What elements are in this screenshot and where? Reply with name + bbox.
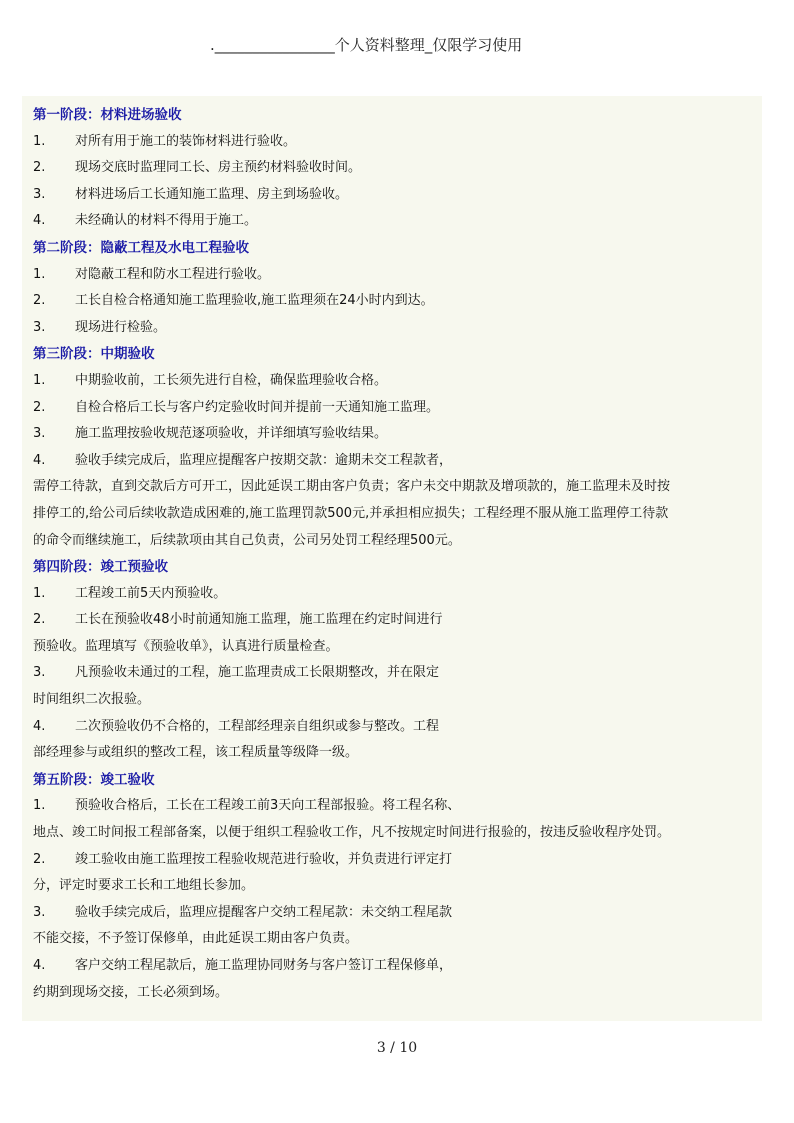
item-text: 工程竣工前5天内预验收。 — [75, 585, 227, 601]
item-number: 4. — [33, 718, 46, 734]
item-number: 2. — [33, 399, 46, 415]
page-header: .________________个人资料整理_仅限学习使用 — [210, 36, 523, 54]
item-number: 1. — [33, 798, 46, 814]
list-item — [22, 368, 762, 395]
item-number: 2. — [33, 160, 46, 176]
list-item — [22, 793, 762, 820]
document-body — [22, 96, 762, 1021]
item-text: 对隐蔽工程和防水工程进行验收。 — [75, 266, 271, 282]
list-item — [22, 182, 762, 209]
item-continuation: 排停工的,给公司后续收款造成困难的,施工监理罚款500元,并承担相应损失；工程经理不服从施工监理停工待款 — [33, 505, 669, 521]
stage-section — [22, 235, 762, 341]
list-item — [22, 129, 762, 156]
item-number: 1. — [33, 133, 46, 149]
item-text: 施工监理按验收规范逐项验收，并详细填写验收结果。 — [75, 426, 388, 442]
list-item — [22, 155, 762, 182]
item-number: 2. — [33, 851, 46, 867]
item-text: 工长自检合格通知施工监理验收,施工监理须在24小时内到达。 — [75, 293, 434, 309]
stage-heading: 第三阶段：中期验收 — [33, 346, 155, 363]
item-text: 竣工验收由施工监理按工程验收规范进行验收，并负责进行评定打 — [75, 851, 453, 867]
list-item — [22, 421, 762, 448]
item-text: 未经确认的材料不得用于施工。 — [75, 213, 258, 229]
item-text: 预验收合格后，工长在工程竣工前3天向工程部报验。将工程名称、 — [75, 798, 461, 814]
item-text: 工长在预验收48小时前通知施工监理，施工监理在约定时间进行 — [75, 612, 443, 628]
list-item — [22, 262, 762, 289]
item-text: 凡预验收未通过的工程，施工监理责成工长限期整改，并在限定 — [75, 665, 440, 681]
list-item — [22, 288, 762, 315]
list-item — [22, 395, 762, 422]
item-number: 1. — [33, 372, 46, 388]
item-continuation: 分，评定时要求工长和工地组长参加。 — [33, 878, 255, 894]
list-item — [22, 660, 762, 687]
item-number: 4. — [33, 213, 46, 229]
item-number: 3. — [33, 186, 46, 202]
stage-heading: 第一阶段：材料进场验收 — [33, 107, 182, 123]
list-item — [22, 208, 762, 235]
item-number: 3. — [33, 319, 46, 335]
item-text: 现场进行检验。 — [75, 319, 167, 335]
stages-list — [22, 102, 762, 1006]
list-item — [22, 714, 762, 741]
item-continuation: 时间组织二次报验。 — [33, 692, 151, 708]
list-item — [22, 448, 762, 475]
item-number: 3. — [33, 426, 46, 442]
item-text: 中期验收前，工长须先进行自检，确保监理验收合格。 — [75, 372, 388, 388]
stage-section — [22, 554, 762, 767]
item-text: 验收手续完成后，监理应提醒客户交纳工程尾款：未交纳工程尾款 — [75, 904, 453, 920]
item-continuation: 的命令而继续施工，后续款项由其自己负责，公司另处罚工程经理500元。 — [33, 532, 461, 548]
list-item — [22, 581, 762, 608]
stage-section — [22, 767, 762, 1006]
item-number: 2. — [33, 293, 46, 309]
list-item — [22, 953, 762, 980]
item-text: 客户交纳工程尾款后，施工监理协同财务与客户签订工程保修单， — [75, 958, 453, 973]
item-text: 材料进场后工长通知施工监理、房主到场验收。 — [75, 186, 349, 202]
list-item — [22, 847, 762, 874]
stage-heading: 第四阶段：竣工预验收 — [33, 559, 168, 576]
stage-heading: 第五阶段：竣工验收 — [33, 771, 155, 788]
item-continuation: 部经理参与或组织的整改工程，该工程质量等级降一级。 — [33, 745, 359, 761]
item-number: 2. — [33, 612, 46, 628]
item-number: 3. — [33, 665, 46, 681]
item-continuation: 不能交接，不予签订保修单，由此延误工期由客户负责。 — [33, 931, 359, 947]
item-number: 4. — [33, 958, 46, 973]
item-continuation: 约期到现场交接，工长必须到场。 — [33, 984, 229, 1000]
item-number: 3. — [33, 904, 46, 920]
item-continuation: 地点、竣工时间报工程部备案，以便于组织工程验收工作，凡不按规定时间进行报验的，按违反验收程序处罚。 — [33, 825, 671, 841]
item-text: 二次预验收仍不合格的，工程部经理亲自组织或参与整改。工程 — [75, 718, 440, 734]
item-number: 4. — [33, 452, 46, 468]
item-number: 1. — [33, 266, 46, 282]
list-item — [22, 315, 762, 342]
stage-heading: 第二阶段：隐蔽工程及水电工程验收 — [33, 239, 249, 256]
item-text: 现场交底时监理同工长、房主预约材料验收时间。 — [75, 160, 362, 176]
item-continuation: 需停工待款，直到交款后方可开工，因此延误工期由客户负责；客户未交中期款及增项款的，施工监理未及时按 — [33, 479, 671, 495]
page-number: 3 / 10 — [376, 1040, 418, 1056]
item-number: 1. — [33, 585, 46, 601]
item-text: 验收手续完成后，监理应提醒客户按期交款：逾期未交工程款者， — [75, 452, 453, 468]
stage-section — [22, 341, 762, 554]
item-text: 对所有用于施工的装饰材料进行验收。 — [75, 133, 297, 149]
list-item — [22, 607, 762, 634]
list-item — [22, 900, 762, 927]
item-text: 自检合格后工长与客户约定验收时间并提前一天通知施工监理。 — [75, 399, 440, 415]
stage-section — [22, 102, 762, 235]
item-continuation: 预验收。监理填写《预验收单》，认真进行质量检查。 — [33, 638, 339, 654]
